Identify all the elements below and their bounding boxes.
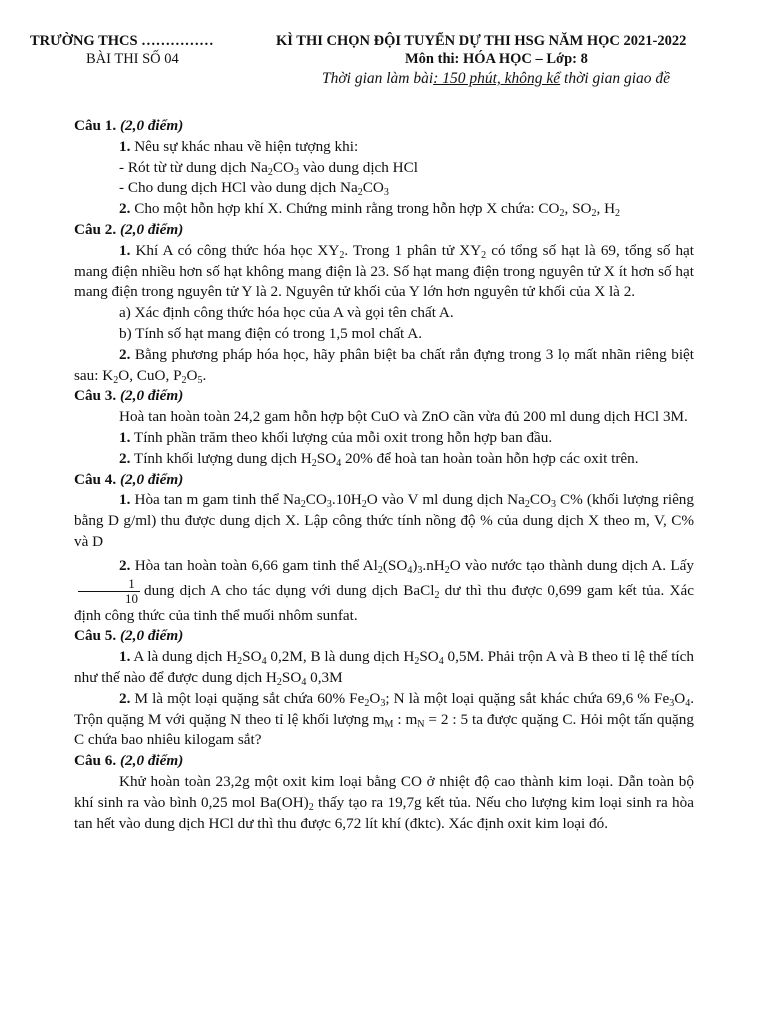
q5-part1: 1. A là dung dịch $H_2SO_4$ 0,2M, B là dung dịch $H_2SO_4$ 0,5M. Phải trộn A và B theo tỉ lệ thể tích như thế nào để được dung dịch $H_2SO_4$ 0,3M <box>74 648 694 688</box>
q2-part1-a: a) Xác định công thức hóa học của A và gọi tên chất A. <box>119 304 454 322</box>
q2-part1: 1. Khí A có công thức hóa học $XY_2$. Trong 1 phân tử $XY_2$ có tổng số hạt là 69, tổng số hạt mang điện nhiều hơn số hạt không mang điện là 23. Số hạt mang điện trong nguyên tử X ít hơn số hạt mang điện trong nguyên tử Y là 2. Nguyên tử khối của Y lớn hơn nguyên tử khối của X là 2. <box>74 241 695 301</box>
exam-body <box>74 116 694 834</box>
q4-part1: 1. Hòa tan m gam tinh thể $Na_2CO_3.10H_2O$ vào V ml dung dịch $Na_2CO_3$ C% (khối lượng riêng bằng D g/ml) thu được dung dịch X. Lập công thức tính nồng độ % của dung dịch X theo m, V, C% và D <box>74 491 694 550</box>
fraction-one-tenth: $\frac{1}{10}$ <box>78 577 140 606</box>
q2-part2: 2. Bằng phương pháp hóa học, hãy phân biệt ba chất rắn đựng trong 3 lọ mất nhãn riêng biệt sau: $K_2O$, CuO, $P_2O_5$. <box>74 345 695 386</box>
question-2-heading: Câu 2. (2,0 điểm) <box>74 220 184 238</box>
q1-part2: 2. Cho một hỗn hợp khí X. Chứng minh rằng trong hỗn hợp X chứa: $CO_2$, $SO_2$, $H_2$ <box>119 200 621 220</box>
exam-title: KÌ THI CHỌN ĐỘI TUYỂN DỰ THI HSG NĂM HỌC 2021-2022 <box>276 33 687 49</box>
q1-part1-b: - Cho dung dịch HCl vào dung dịch $Na_2CO_3$ <box>119 179 389 199</box>
exam-time: Thời gian làm bài: 150 phút, không kể thời gian giao đề <box>322 70 671 87</box>
school-name: TRƯỜNG THCS …………… <box>30 33 214 49</box>
q4-part2: 2. Hòa tan hoàn toàn 6,66 gam tinh thể $Al_2(SO_4)_3.nH_2O$ vào nước tạo thành dung dịch A. Lấy $\frac{1}{10}$ dung dịch A cho tác dụng với dung dịch BaCl$_2$ dư thì thu được 0,699 gam kết tủa. Xác định công thức của tinh thể muối nhôm sunfat. <box>74 556 694 624</box>
question-3-heading: Câu 3. (2,0 điểm) <box>74 387 184 405</box>
q3-part1: 1. Tính phần trăm theo khối lượng của mỗi oxit trong hỗn hợp ban đầu. <box>119 428 553 446</box>
q3-intro: Hoà tan hoàn toàn 24,2 gam hỗn hợp bột CuO và ZnO cần vừa đủ 200 ml dung dịch HCl 3M. <box>119 408 688 426</box>
q1-part1-a: - Rót từ từ dung dịch $Na_2CO_3$ vào dung dịch HCl <box>119 158 418 178</box>
question-1-heading: Câu 1. (2,0 điểm) <box>74 117 184 134</box>
q3-part2: 2. Tính khối lượng dung dịch $H_2SO_4$ 20% để hoà tan hoàn toàn hỗn hợp các oxit trên. <box>119 449 639 469</box>
q2-part1-b: b) Tính số hạt mang điện có trong 1,5 mol chất A. <box>119 324 423 342</box>
question-4-heading: Câu 4. (2,0 điểm) <box>74 470 184 488</box>
q1-part1: 1. Nêu sự khác nhau về hiện tượng khi: <box>119 137 359 155</box>
question-5-heading: Câu 5. (2,0 điểm) <box>74 627 184 645</box>
exam-number: BÀI THI SỐ 04 <box>86 51 179 67</box>
question-6-heading: Câu 6. (2,0 điểm) <box>74 752 184 770</box>
q6-body: Khử hoàn toàn 23,2g một oxit kim loại bằng CO ở nhiệt độ cao thành kim loại. Dẫn toàn bộ khí sinh ra vào bình 0,25 mol $Ba(OH)_2$ thấy tạo ra 19,7g kết tủa. Nếu cho lượng kim loại sinh ra hòa tan hết vào dung dịch HCl dư thì thu được 6,72 lít khí (đktc). Xác định oxit kim loại đó. <box>74 772 694 832</box>
q5-part2: 2. M là một loại quặng sắt chứa 60% $Fe_2O_3$; N là một loại quặng sắt khác chứa 69,6 % $Fe_3O_4$. Trộn quặng M với quặng N theo tỉ lệ khối lượng $m_M$ : $m_N = 2$ : 5 ta được quặng C. Hỏi một tấn quặng C chứa bao nhiêu kilogam sắt? <box>74 689 695 749</box>
exam-header <box>0 0 768 100</box>
exam-subject: Môn thi: HÓA HỌC – Lớp: 8 <box>405 51 588 67</box>
